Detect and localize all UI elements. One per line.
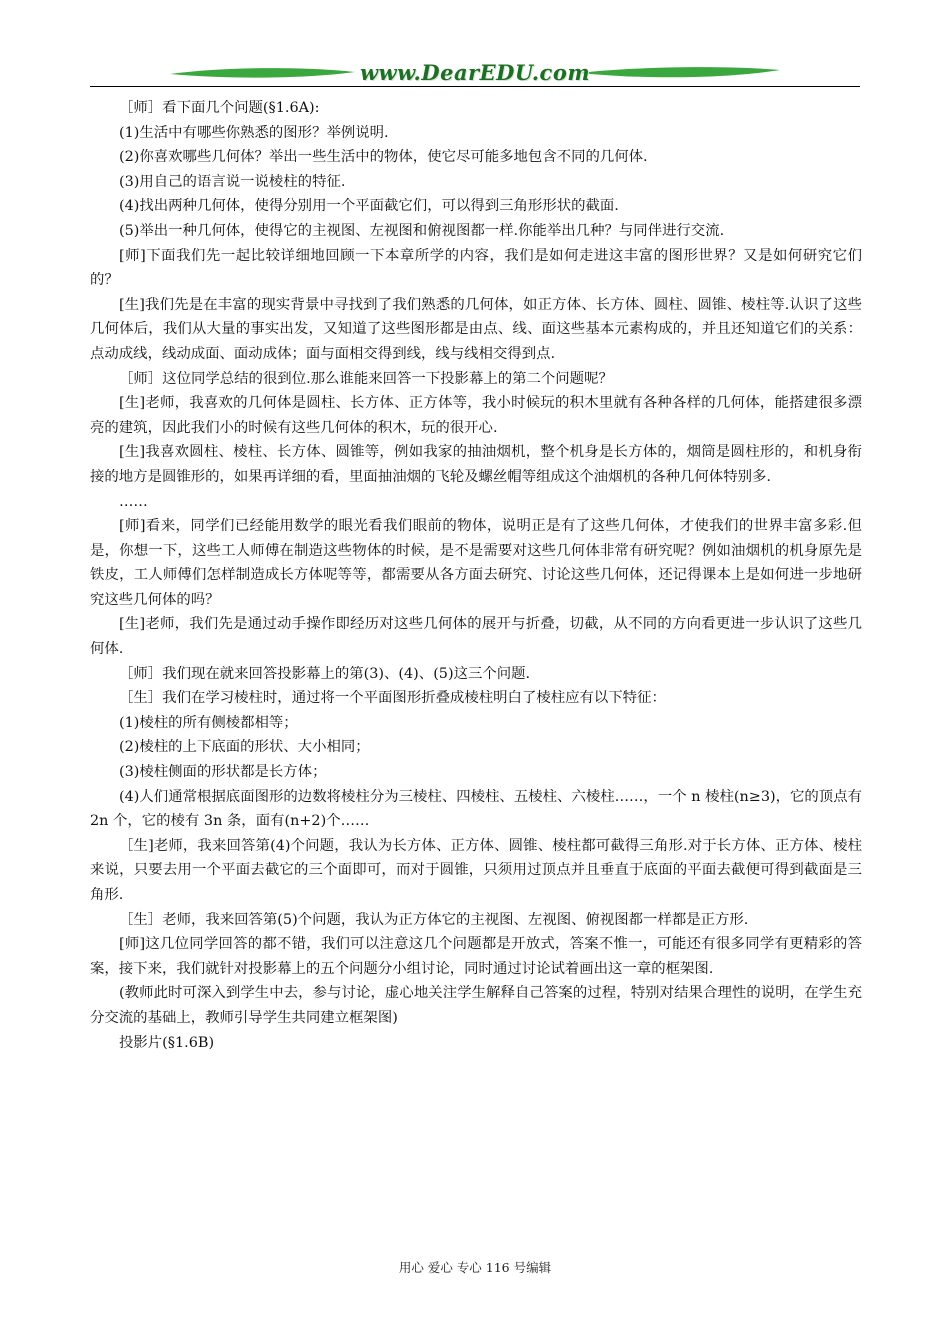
paragraph: ［生]老师，我来回答第(4)个问题，我认为长方体、正方体、圆锥、棱柱都可截得三角形.对于长方体、正方体、棱柱来说，只要去用一个平面去截它的三个面即可，而对于圆锥，只须用过顶点并且垂直于底面的平面去截便可得到截面是三角形. xyxy=(90,837,862,903)
paragraph: ［师］这位同学总结的很到位.那么谁能来回答一下投影幕上的第二个问题呢？ xyxy=(119,370,613,387)
paragraph: (4)找出两种几何体，使得分别用一个平面截它们，可以得到三角形形状的截面. xyxy=(119,198,619,215)
site-logo-text: www.DearEDU.com xyxy=(359,60,591,85)
paragraph: [师]看来，同学们已经能用数学的眼光看我们眼前的物体，说明正是有了这些几何体，才使我们的世界丰富多彩.但是，你想一下，这些工人师傅在制造这些物体的时候，是不是需要对这些几何体非常有研究呢？例如油烟机的机身原先是铁皮，工人师傅们怎样制造成长方体呢等等，都需要从各方面去研究、讨论这些几何体，还记得课本上是如何进一步地研究这些几何体的吗？ xyxy=(90,518,862,608)
paragraph: [生]老师，我喜欢的几何体是圆柱、长方体、正方体等，我小时候玩的积木里就有各种各样的几何体，能搭建很多漂亮的建筑，因此我们小的时候有这些几何体的积木，玩的很开心. xyxy=(90,395,862,436)
paragraph: [生]老师，我们先是通过动手操作即经历对这些几何体的展开与折叠，切截，从不同的方向看更进一步认识了这些几何体. xyxy=(90,616,862,658)
page-header xyxy=(90,58,860,92)
paragraph: (3)棱柱侧面的形状都是长方体； xyxy=(119,764,327,781)
page-footer: 用心 爱心 专心 116 号编辑 xyxy=(398,1260,552,1275)
paragraph: ［生］老师，我来回答第(5)个问题，我认为正方体它的主视图、左视图、俯视图都一样都是正方形. xyxy=(119,911,749,928)
paragraph: (1)生活中有哪些你熟悉的图形？举例说明. xyxy=(119,124,389,141)
paragraph: [师]这几位同学回答的都不错，我们可以注意这几个问题都是开放式，答案不惟一，可能还有很多同学有更精彩的答案，接下来，我们就针对投影幕上的五个问题分小组讨论，同时通过讨论试着画出这一章的框架图. xyxy=(90,936,862,977)
paragraph: 投影片(§1.6B) xyxy=(119,1034,215,1051)
document-body xyxy=(90,96,862,1055)
paragraph: ［师］看下面几个问题(§1.6A): xyxy=(119,100,320,116)
paragraph: (教师此时可深入到学生中去，参与讨论，虚心地关注学生解释自己答案的过程，特别对结果合理性的说明，在学生充分交流的基础上，教师引导学生共同建立框架图) xyxy=(90,985,862,1026)
paragraph: (2)你喜欢哪些几何体？举出一些生活中的物体，使它尽可能多地包含不同的几何体. xyxy=(119,149,648,166)
paragraph: (2)棱柱的上下底面的形状、大小相同； xyxy=(119,739,370,756)
paragraph: (1)棱柱的所有侧棱都相等； xyxy=(119,714,298,731)
paragraph: (5)举出一种几何体，使得它的主视图、左视图和俯视图都一样.你能举出几种？与同伴进行交流. xyxy=(119,222,725,239)
paragraph: (3)用自己的语言说一说棱柱的特征. xyxy=(119,173,346,190)
paragraph: [师]下面我们先一起比较详细地回顾一下本章所学的内容，我们是如何走进这丰富的图形世界？又是如何研究它们的？ xyxy=(90,247,862,289)
paragraph: ［师］我们现在就来回答投影幕上的第(3)、(4)、(5)这三个问题. xyxy=(119,665,531,682)
paragraph: ［生］我们在学习棱柱时，通过将一个平面图形折叠成棱柱明白了棱柱应有以下特征： xyxy=(119,690,666,707)
paragraph: (4)人们通常根据底面图形的边数将棱柱分为三棱柱、四棱柱、五棱柱、六棱柱……，一个 n 棱柱(n≥3)，它的顶点有 2n 个，它的棱有 3n 条，面有(n+2)个…… xyxy=(90,788,862,830)
paragraph: …… xyxy=(119,493,148,510)
header-rule xyxy=(90,86,860,87)
paragraph: [生]我们先是在丰富的现实背景中寻找到了我们熟悉的几何体，如正方体、长方体、圆柱、圆锥、棱柱等.认识了这些几何体后，我们从大量的事实出发，又知道了这些图形都是由点、线、面这些基本元素构成的，并且还知道它们的关系：点动成线，线动成面、面动成体；面与面相交得到线，线与线相交得到点. xyxy=(90,296,862,362)
paragraph: [生]我喜欢圆柱、棱柱、长方体、圆锥等，例如我家的抽油烟机，整个机身是长方体的，烟筒是圆柱形的，和机身衔接的地方是圆锥形的，如果再详细的看，里面抽油烟的飞轮及螺丝帽等组成这个油烟机的各种几何体特别多. xyxy=(90,444,862,485)
